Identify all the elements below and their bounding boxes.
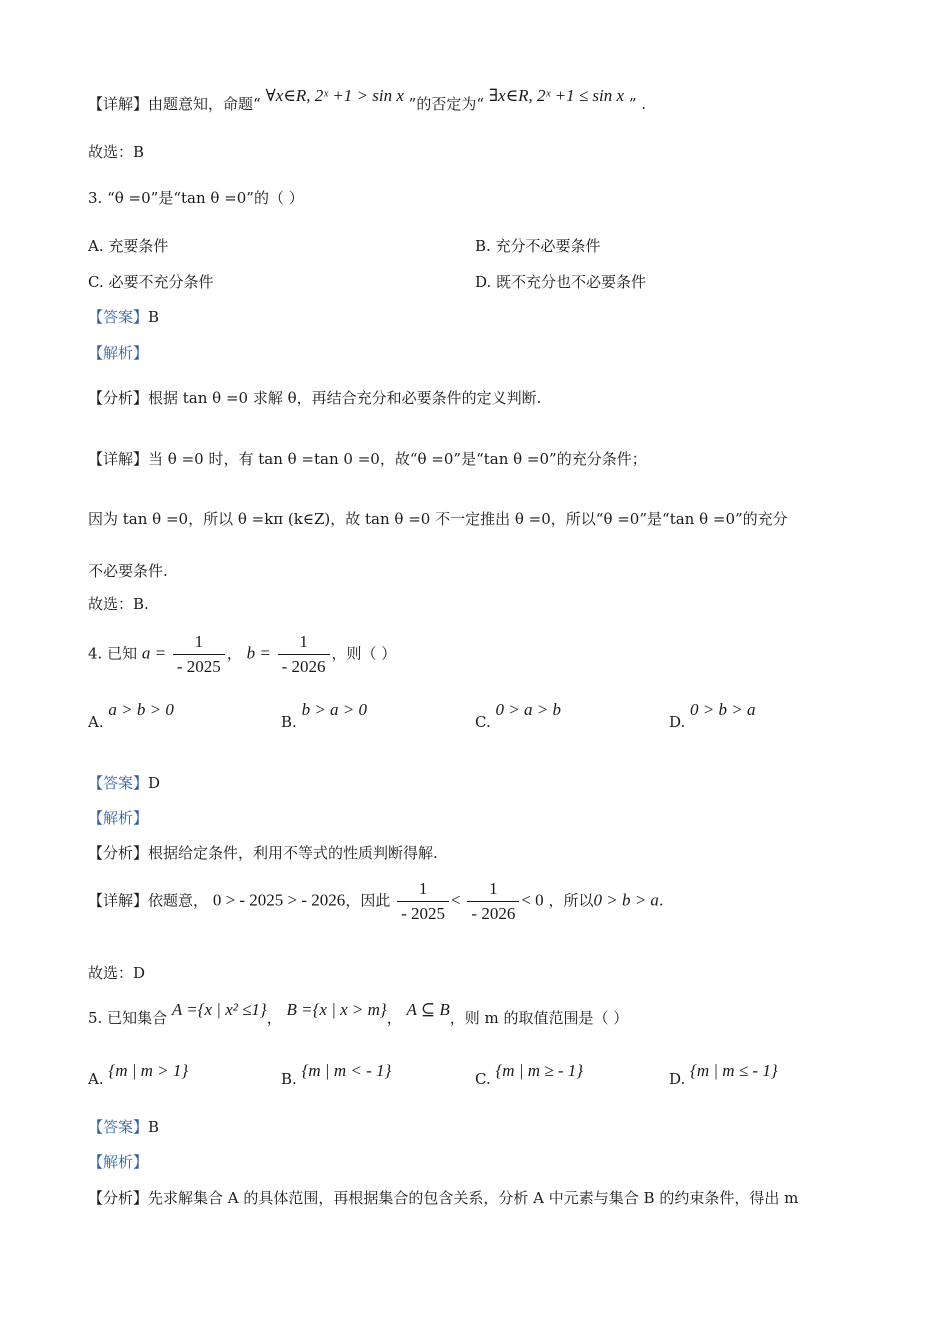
q4-final: 故选：D: [88, 964, 146, 982]
q4-answer: [88, 773, 160, 793]
stem-text: 4. 已知: [88, 644, 138, 663]
fenxi-text: 根据 tan θ =0 求解 θ，再结合充分和必要条件的定义判断.: [148, 389, 542, 407]
answer-value: B: [148, 1118, 160, 1136]
math-proposition: ∀x∈R, 2ˣ +1 > sin x: [265, 86, 404, 105]
detail-tag: 【详解】: [88, 450, 149, 468]
b-definition: b =: [246, 643, 271, 663]
q5-option-d: [669, 1061, 778, 1089]
fenxi-tag: 【分析】: [88, 389, 149, 407]
option-expr: {m | m ≥ - 1}: [495, 1061, 584, 1080]
q4-analysis-heading: 【解析】: [88, 809, 149, 827]
q5-option-b: [281, 1061, 392, 1089]
option-expr: b > a > 0: [301, 700, 368, 719]
answer-tag: 【答案】: [88, 1118, 149, 1136]
option-expr: {m | m > 1}: [108, 1061, 189, 1080]
fraction-denominator: - 2025: [173, 654, 225, 679]
stem-text: ，则（ ）: [331, 644, 397, 663]
detail-tag: 【详解】: [88, 891, 149, 910]
q3-option-b: B. 充分不必要条件: [475, 237, 601, 255]
fraction-a: [173, 630, 225, 679]
q5-option-a: [88, 1061, 189, 1089]
conclusion: 0 > b > a: [593, 890, 659, 910]
option-label: D.: [669, 1070, 686, 1088]
option-expr: 0 > a > b: [495, 700, 561, 719]
fraction-numerator: 1: [299, 632, 308, 651]
fraction-b: [278, 630, 330, 679]
quote: “: [476, 95, 485, 113]
q3-detail-2: 因为 tan θ =0，所以 θ =kπ (k∈Z)，故 tan θ =0 不一定推出 θ =0，所以“θ =0”是“tan θ =0”的充分: [88, 510, 788, 528]
fraction-denominator: - 2025: [397, 901, 449, 926]
a-definition: a =: [141, 643, 167, 663]
text: 的否定为: [416, 95, 477, 113]
fraction-numerator: 1: [418, 879, 428, 898]
fenxi-text: 根据给定条件，利用不等式的性质判断得解.: [148, 844, 438, 862]
detail-text: ，所以: [548, 891, 594, 910]
set-b: B ={x | x > m}: [286, 1000, 387, 1019]
q5-fenxi: [88, 1188, 798, 1208]
q4-detail: [88, 877, 664, 926]
period: .: [641, 95, 647, 113]
q4-option-d: [669, 700, 756, 732]
q5-analysis-heading: 【解析】: [88, 1153, 149, 1171]
detail-line-negation: [88, 86, 647, 114]
option-expr: 0 > b > a: [690, 700, 756, 719]
quote: ”: [628, 95, 637, 113]
answer-value: B: [148, 308, 160, 326]
q3-final: 故选：B.: [88, 595, 149, 613]
fraction-2: [467, 877, 519, 926]
question-4-stem: 4. 已知 a = $\frac{1}{- 2025}$ ， b = $\frac{1}{- 2026}$ ，则（ ）: [88, 630, 396, 679]
option-expr: a > b > 0: [108, 700, 174, 719]
answer-line: 故选：B: [88, 143, 145, 161]
answer-tag: 【答案】: [88, 308, 149, 326]
fraction-denominator: - 2026: [467, 901, 519, 926]
fraction-denominator: - 2026: [278, 654, 330, 679]
quote: ”: [408, 95, 417, 113]
option-label: B.: [281, 713, 297, 731]
question-5-stem: 5. 已知集合 A ={x | x² ≤1}， B ={x | x > m}， A ⊆ B，则 m 的取值范围是（ ）: [88, 1000, 629, 1027]
q3-detail-3: 不必要条件.: [88, 562, 168, 580]
stem-text: ，则 m 的取值范围是（ ）: [449, 1009, 629, 1027]
option-label: A.: [88, 1070, 104, 1088]
q5-answer: [88, 1117, 159, 1137]
q3-fenxi: [88, 388, 541, 408]
option-label: D.: [669, 713, 686, 731]
fraction-numerator: 1: [489, 879, 498, 898]
q4-option-a: [88, 700, 174, 732]
fraction-1: [397, 877, 449, 926]
detail-text: ，因此: [345, 891, 391, 910]
math-negation: ∃x∈R, 2ˣ +1 ≤ sin x: [488, 86, 625, 105]
detail-text: 当 θ =0 时，有 tan θ =tan 0 =0，故“θ =0”是“tan θ =0”的充分条件；: [148, 450, 647, 468]
set-a: A ={x | x² ≤1}: [171, 1000, 267, 1019]
q3-option-d: D. 既不充分也不必要条件: [475, 273, 647, 291]
fenxi-tag: 【分析】: [88, 1189, 149, 1207]
option-expr: {m | m < - 1}: [301, 1061, 392, 1080]
q3-detail-1: [88, 449, 647, 469]
option-label: B.: [281, 1070, 297, 1088]
q4-option-b: [281, 700, 368, 732]
question-3-stem: 3. “θ =0”是“tan θ =0”的（ ）: [88, 189, 304, 207]
option-label: A.: [88, 713, 104, 731]
subset-relation: A ⊆ B: [406, 1000, 450, 1019]
q4-fenxi: [88, 843, 438, 863]
option-label: C.: [475, 1070, 491, 1088]
q4-option-c: [475, 700, 561, 732]
less-than: <: [451, 890, 461, 910]
q3-analysis-heading: 【解析】: [88, 344, 149, 362]
q3-option-a: A. 充要条件: [88, 237, 169, 255]
less-than-zero: < 0: [521, 890, 544, 910]
period: .: [658, 891, 664, 910]
q5-option-c: [475, 1061, 584, 1089]
detail-tag: 【详解】: [88, 95, 149, 113]
stem-text: 5. 已知集合: [88, 1009, 168, 1027]
answer-value: D: [148, 774, 161, 792]
fenxi-tag: 【分析】: [88, 844, 149, 862]
q3-answer: [88, 307, 159, 327]
option-label: C.: [475, 713, 491, 731]
quote: “: [253, 95, 261, 113]
text: 由题意知，命题: [148, 95, 254, 113]
option-expr: {m | m ≤ - 1}: [690, 1061, 778, 1080]
fraction-numerator: 1: [194, 632, 204, 651]
fenxi-text: 先求解集合 A 的具体范围，再根据集合的包含关系，分析 A 中元素与集合 B 的约束条件，得出 m: [148, 1189, 799, 1207]
q3-option-c: C. 必要不充分条件: [88, 273, 214, 291]
detail-text: 依题意，: [148, 891, 209, 910]
math-inequality: 0 > - 2025 > - 2026: [212, 890, 346, 910]
answer-tag: 【答案】: [88, 774, 149, 792]
